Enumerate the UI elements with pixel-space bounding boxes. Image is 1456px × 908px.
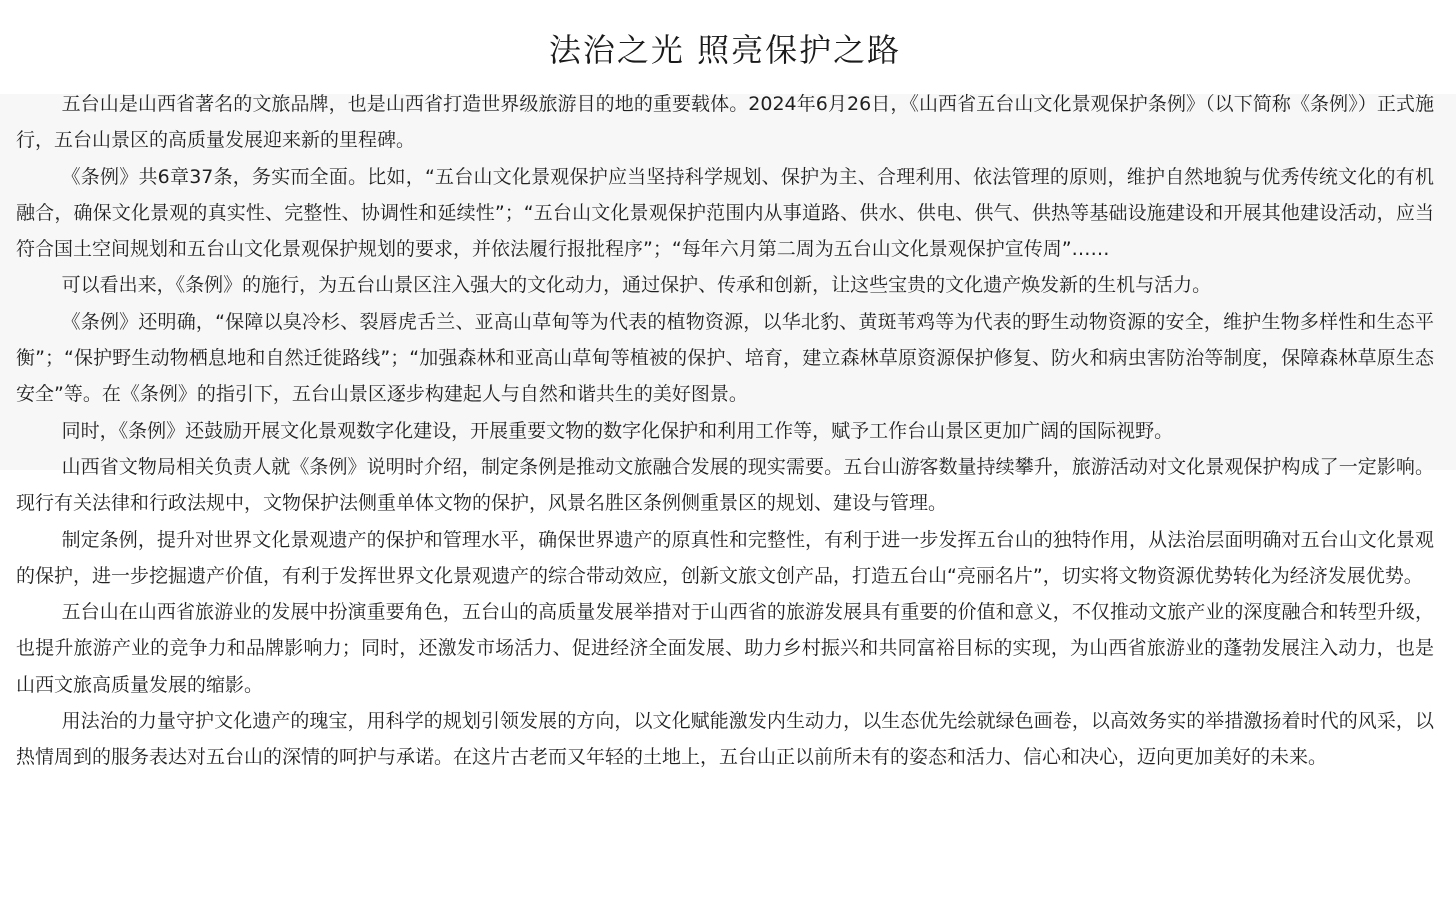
- paragraph: 制定条例，提升对世界文化景观遗产的保护和管理水平，确保世界遗产的原真性和完整性，有利于进一步发挥五台山的独特作用，从法治层面明确对五台山文化景观的保护，进一步挖掘遗产价值，有利于发挥世界文化景观遗产的综合带动效应，创新文旅文创产品，打造五台山“亮丽名片”，切实将文物资源优势转化为经济发展优势。: [16, 528, 1434, 587]
- paragraph: 五台山在山西省旅游业的发展中扮演重要角色，五台山的高质量发展举措对于山西省的旅游发展具有重要的价值和意义，不仅推动文旅产业的深度融合和转型升级，也提升旅游产业的竞争力和品牌影响力；同时，还激发市场活力、促进经济全面发展、助力乡村振兴和共同富裕目标的实现，为山西省旅游业的蓬勃发展注入动力，也是山西文旅高质量发展的缩影。: [16, 601, 1434, 696]
- paragraph: 同时，《条例》还鼓励开展文化景观数字化建设，开展重要文物的数字化保护和利用工作等，赋予工作台山景区更加广阔的国际视野。: [61, 419, 1174, 442]
- paragraph: 可以看出来，《条例》的施行，为五台山景区注入强大的文化动力，通过保护、传承和创新，让这些宝贵的文化遗产焕发新的生机与活力。: [61, 274, 1212, 297]
- paragraph: 《条例》共6章37条，务实而全面。比如，“五台山文化景观保护应当坚持科学规划、保护为主、合理利用、依法管理的原则，维护自然地貌与优秀传统文化的有机融合，确保文化景观的真实性、完整性、协调性和延续性”；“五台山文化景观保护范围内从事道路、供水、供电、供气、供热等基础设施建设和开展其他建设活动，应当符合国土空间规划和五台山文化景观保护规划的要求，并依法履行报批程序”；“每年六月第二周为五台山文化景观保护宣传周”……: [16, 165, 1434, 261]
- paragraph: 山西省文物局相关负责人就《条例》说明时介绍，制定条例是推动文旅融合发展的现实需要。五台山游客数量持续攀升，旅游活动对文化景观保护构成了一定影响。现行有关法律和行政法规中，文物保护法侧重单体文物的保护，风景名胜区条例侧重景区的规划、建设与管理。: [16, 455, 1434, 515]
- paragraph: 《条例》还明确，“保障以臭冷杉、裂唇虎舌兰、亚高山草甸等为代表的植物资源，以华北豹、黄斑苇鸡等为代表的野生动物资源的安全，维护生物多样性和生态平衡”；“保护野生动物栖息地和自然迁徙路线”；“加强森林和亚高山草甸等植被的保护、培育，建立森林草原资源保护修复、防火和病虫害防治等制度，保障森林草原生态安全”等。在《条例》的指引下，五台山景区逐步构建起人与自然和谐共生的美好图景。: [16, 310, 1434, 406]
- paragraph: 五台山是山西省著名的文旅品牌，也是山西省打造世界级旅游目的地的重要载体。2024年6月26日，《山西省五台山文化景观保护条例》（以下简称《条例》）正式施行，五台山景区的高质量发展迎来新的里程碑。: [16, 93, 1434, 152]
- paragraph: 用法治的力量守护文化遗产的瑰宝，用科学的规划引领发展的方向，以文化赋能激发内生动力，以生态优先绘就绿色画卷，以高效务实的举措激扬着时代的风采，以热情周到的服务表达对五台山的深情的呵护与承诺。在这片古老而又年轻的土地上，五台山正以前所未有的姿态和活力、信心和决心，迈向更加美好的未来。: [16, 710, 1434, 769]
- article-title: 法治之光 照亮保护之路: [548, 31, 902, 69]
- article: [16, 26, 1434, 776]
